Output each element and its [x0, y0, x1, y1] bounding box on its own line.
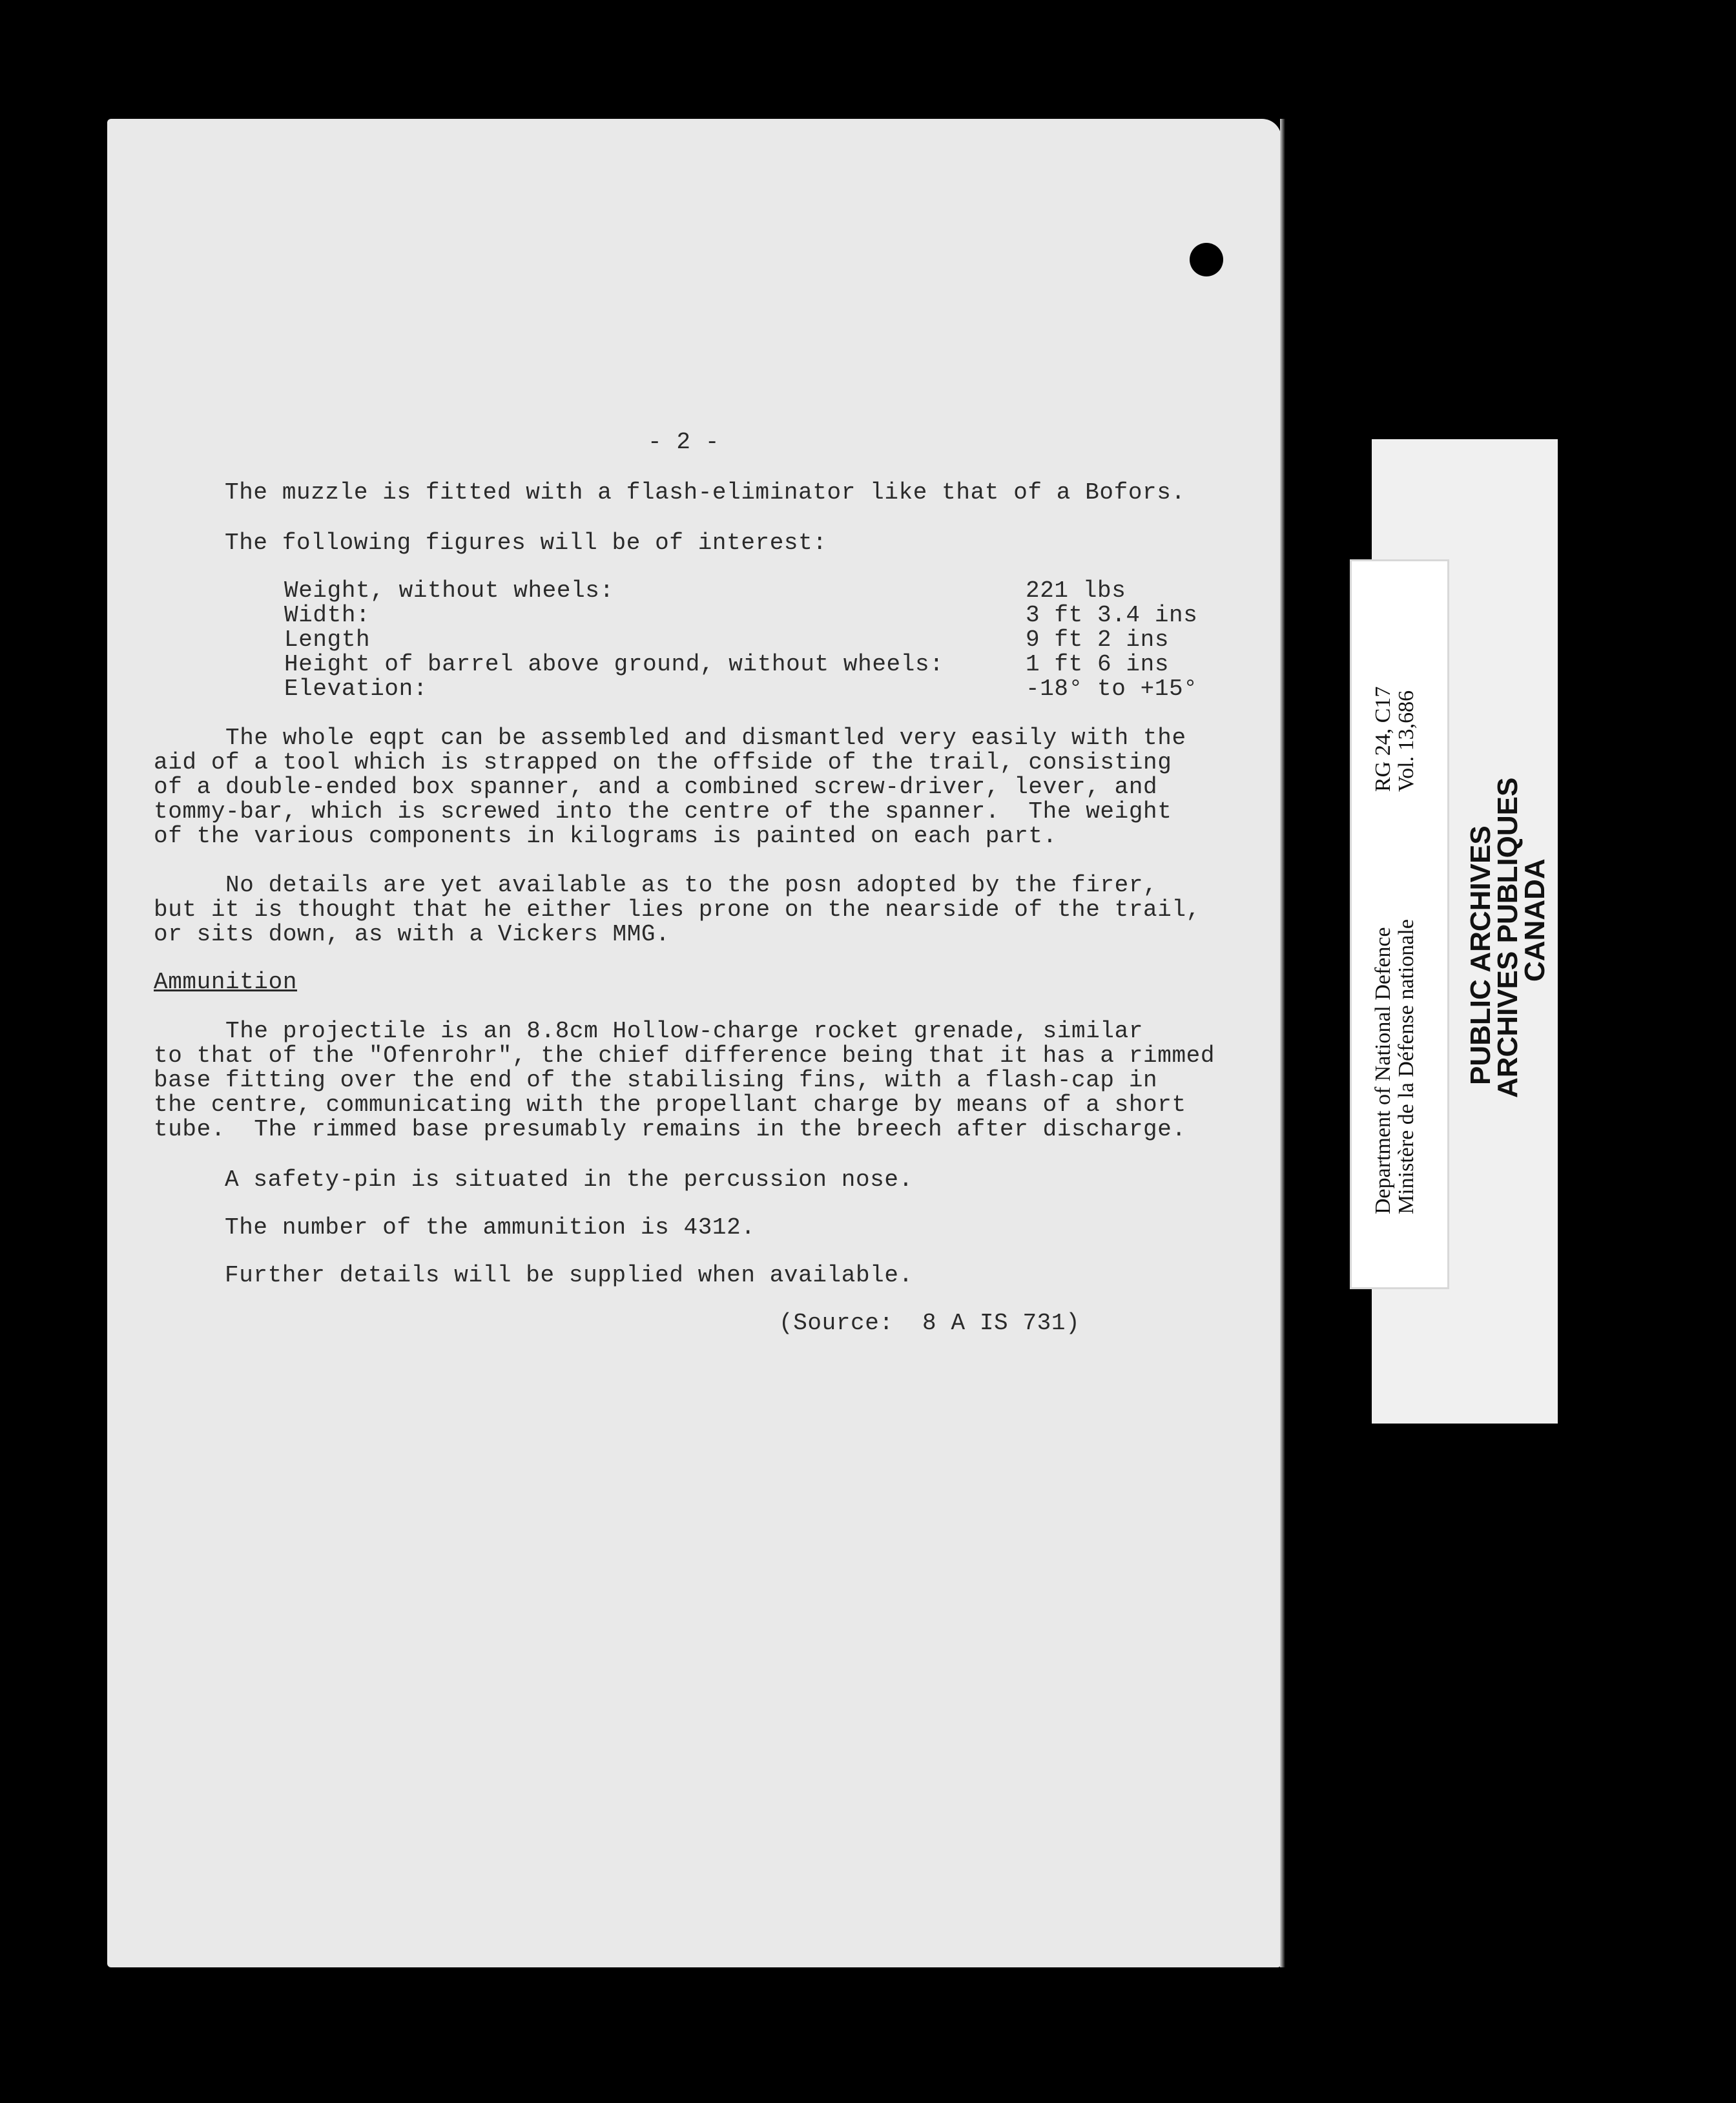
- archive-title-en: PUBLIC ARCHIVES: [1465, 825, 1496, 1085]
- text-line: tommy-bar, which is screwed into the centre of the spanner. The weight: [154, 798, 1172, 825]
- paragraph-figures-intro: The following figures will be of interest:: [225, 530, 827, 556]
- page-number: - 2 -: [648, 429, 720, 455]
- figure-label: Elevation:: [284, 676, 428, 702]
- text-line: base fitting over the end of the stabilising fins, with a flash-cap in: [154, 1067, 1158, 1093]
- text-line: of a double-ended box spanner, and a combined screw-driver, lever, and: [154, 774, 1158, 800]
- archive-title-fr: ARCHIVES PUBLIQUES: [1492, 777, 1524, 1098]
- punch-hole: [1190, 243, 1223, 276]
- archive-volume: Vol. 13,686: [1394, 690, 1418, 792]
- figure-label: Width:: [284, 602, 371, 628]
- figure-label: Weight, without wheels:: [284, 577, 614, 604]
- section-heading-ammunition: Ammunition: [154, 969, 298, 995]
- text-line: aid of a tool which is strapped on the offside of the trail, consisting: [154, 749, 1172, 776]
- figure-label: Height of barrel above ground, without wheels:: [284, 651, 944, 678]
- archive-department-fr: Ministère de la Défense nationale: [1394, 919, 1418, 1214]
- text-line: or sits down, as with a Vickers MMG.: [154, 921, 670, 948]
- figure-value: -18° to +15°: [1026, 676, 1198, 702]
- figure-label: Length: [284, 627, 371, 653]
- text-line: of the various components in kilograms is painted on each part.: [154, 823, 1057, 849]
- figure-value: 221 lbs: [1026, 577, 1126, 604]
- text-line: No details are yet available as to the posn adopted by the firer,: [154, 872, 1158, 898]
- paragraph-further-details: Further details will be supplied when available.: [225, 1262, 913, 1289]
- source-citation: (Source: 8 A IS 731): [779, 1310, 1080, 1336]
- figure-value: 9 ft 2 ins: [1026, 627, 1170, 653]
- text-line: The whole eqpt can be assembled and dismantled very easily with the: [154, 725, 1186, 751]
- text-line: to that of the "Ofenrohr", the chief difference being that it has a rimmed: [154, 1042, 1215, 1069]
- figure-value: 3 ft 3.4 ins: [1026, 602, 1198, 628]
- text-line: but it is thought that he either lies prone on the nearside of the trail,: [154, 896, 1201, 923]
- paragraph-safety-pin: A safety-pin is situated in the percussion nose.: [225, 1166, 913, 1193]
- text-line: tube. The rimmed base presumably remains in the breech after discharge.: [154, 1116, 1186, 1143]
- archive-reference: RG 24, C17: [1371, 686, 1395, 792]
- text-line: the centre, communicating with the propellant charge by means of a short: [154, 1092, 1186, 1118]
- paragraph-ammunition-number: The number of the ammunition is 4312.: [225, 1214, 756, 1241]
- archive-country: CANADA: [1519, 858, 1551, 982]
- paragraph-muzzle: The muzzle is fitted with a flash-eliminator like that of a Bofors.: [225, 479, 1186, 506]
- archive-department-en: Department of National Defence: [1371, 927, 1395, 1214]
- text-line: The projectile is an 8.8cm Hollow-charge rocket grenade, similar: [154, 1018, 1144, 1044]
- figure-value: 1 ft 6 ins: [1026, 651, 1170, 678]
